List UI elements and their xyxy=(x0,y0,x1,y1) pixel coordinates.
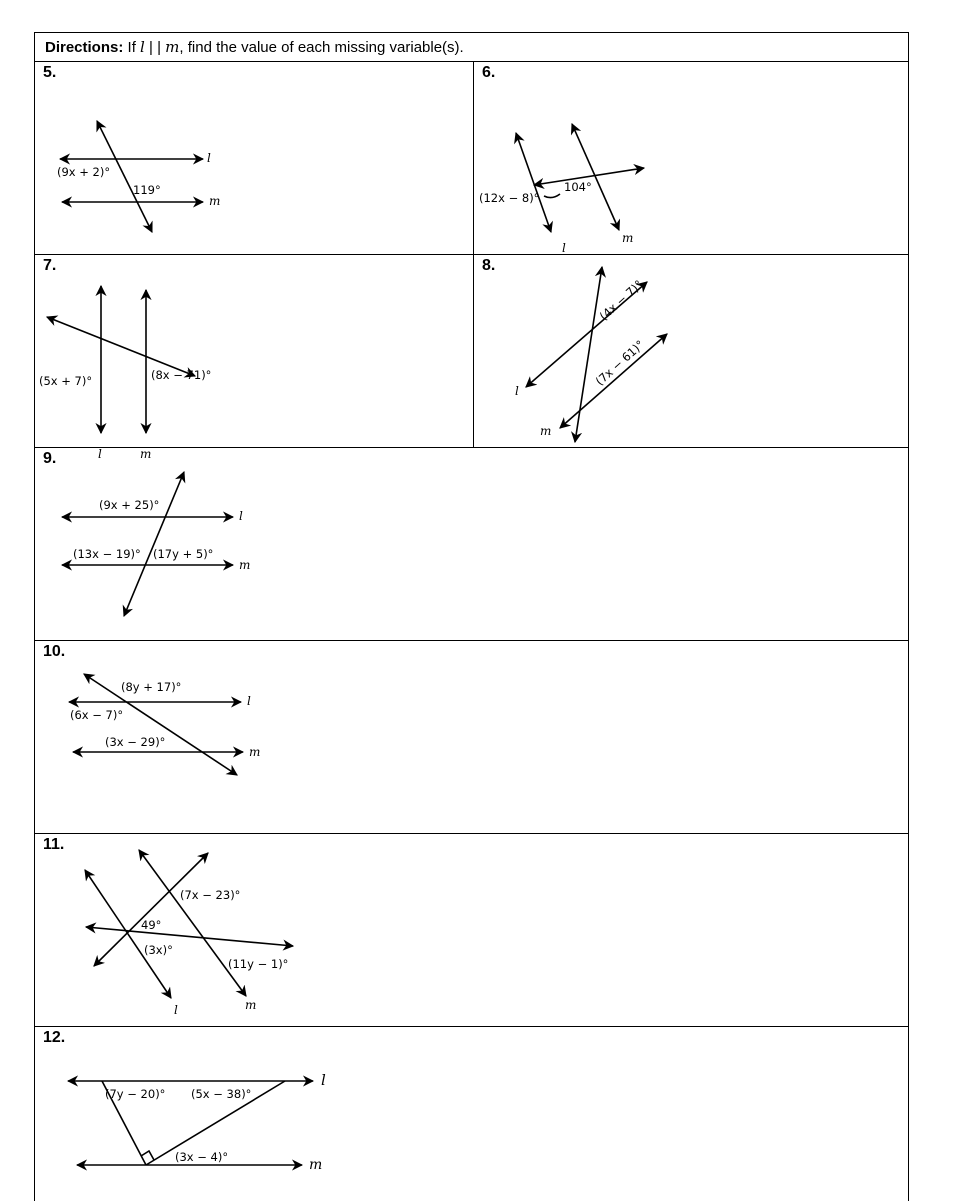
line-m-label: m xyxy=(239,558,251,572)
directions-text-post: , find the value of each missing variable(s). xyxy=(179,39,464,56)
angle-label: (11y − 1)° xyxy=(228,957,289,971)
line-l-symbol: l xyxy=(140,38,145,56)
problem-number: 5. xyxy=(43,64,57,81)
angle-label: (6x − 7)° xyxy=(70,708,124,722)
angle-label: (5x + 7)° xyxy=(39,374,93,388)
problem-9-figure xyxy=(35,448,908,641)
problem-7-cell xyxy=(35,255,474,461)
angle-label: 104° xyxy=(564,180,592,194)
line-l-label: l xyxy=(247,694,251,708)
problem-5-cell xyxy=(35,62,474,255)
line-l-label: l xyxy=(98,447,102,461)
problem-number: 9. xyxy=(43,450,57,467)
line-m-label: m xyxy=(622,231,634,245)
line-l-label: l xyxy=(515,384,519,398)
line-m xyxy=(560,334,667,428)
angle-label: (7x − 61)° xyxy=(592,337,647,389)
directions-text-pre: If xyxy=(127,39,136,56)
problem-number: 11. xyxy=(43,836,65,853)
problem-number: 7. xyxy=(43,257,57,274)
problem-10-cell xyxy=(35,641,908,834)
angle-label: (5x − 38)° xyxy=(191,1087,252,1101)
angle-label: (3x)° xyxy=(144,943,173,957)
problem-number: 12. xyxy=(43,1029,66,1046)
problem-8-cell xyxy=(474,255,908,448)
problem-12-cell xyxy=(35,1027,908,1202)
line-m-label: m xyxy=(249,745,261,759)
angle-label: (8x − 71)° xyxy=(151,368,212,382)
problem-10-figure xyxy=(35,641,908,834)
parallel-symbol: | | xyxy=(149,39,161,56)
transversal xyxy=(575,267,602,442)
line-l-label: l xyxy=(562,241,566,255)
problem-7-figure xyxy=(35,255,474,461)
problem-number: 8. xyxy=(482,257,496,274)
angle-label: (13x − 19)° xyxy=(73,547,141,561)
line-m-label: m xyxy=(245,998,257,1012)
angle-arc xyxy=(544,194,560,198)
angle-label: (3x − 29)° xyxy=(105,735,166,749)
line-m-label: m xyxy=(140,447,152,461)
problem-12-figure xyxy=(35,1027,908,1202)
problem-11-cell xyxy=(35,834,908,1027)
angle-label: (8y + 17)° xyxy=(121,680,182,694)
line-l-label: l xyxy=(239,509,243,523)
problem-number: 6. xyxy=(482,64,496,81)
line-m-label: m xyxy=(209,194,221,208)
angle-label: (4x − 7)° xyxy=(596,277,646,324)
line-l-label: l xyxy=(321,1071,326,1089)
angle-label: (9x + 25)° xyxy=(99,498,160,512)
worksheet-table xyxy=(34,32,909,1201)
problem-9-cell xyxy=(35,448,908,641)
problem-6-figure xyxy=(474,62,908,255)
angle-label: (17y + 5)° xyxy=(153,547,214,561)
transversal xyxy=(124,472,184,616)
angle-label: (7y − 20)° xyxy=(105,1087,166,1101)
line-l-label: l xyxy=(174,1003,178,1017)
line-m xyxy=(572,124,619,230)
angle-label: (7x − 23)° xyxy=(180,888,241,902)
line-m-label: m xyxy=(309,1157,323,1173)
angle-label: 49° xyxy=(141,918,162,932)
directions-row xyxy=(35,33,908,62)
angle-label: (3x − 4)° xyxy=(175,1150,229,1164)
line-l-label: l xyxy=(207,151,211,165)
line-m-label: m xyxy=(540,424,552,438)
angle-label: (12x − 8)° xyxy=(479,191,540,205)
problem-5-figure xyxy=(35,62,474,255)
problem-11-figure xyxy=(35,834,908,1027)
angle-label: (9x + 2)° xyxy=(57,165,111,179)
problem-6-cell xyxy=(474,62,908,255)
problem-8-figure xyxy=(474,255,908,448)
problem-number: 10. xyxy=(43,643,66,660)
directions-label: Directions: xyxy=(45,39,124,56)
angle-label: 119° xyxy=(133,183,161,197)
line-m-symbol: m xyxy=(165,38,180,56)
